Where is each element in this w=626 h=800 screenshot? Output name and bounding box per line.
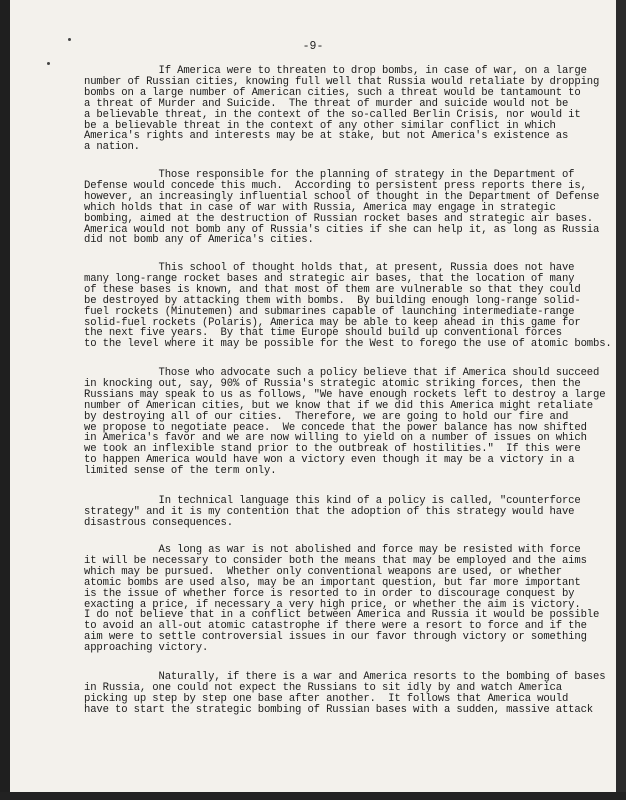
- document-page: [10, 0, 616, 792]
- text-line: limited sense of the term only.: [84, 465, 277, 478]
- text-line: Russians may speak to us as follows, "We have enough rockets left to destroy a large: [84, 388, 606, 401]
- page-number: -9-: [302, 40, 324, 53]
- text-line: which may be pursued. Whether only conventional weapons are used, or whether: [84, 565, 562, 578]
- text-line: in America's favor and we are now willing to yield on a number of issues on which: [84, 432, 587, 445]
- text-line: Naturally, if there is a war and America resorts to the bombing of bases: [84, 671, 606, 683]
- text-line: atomic bombs are used also, may be an important question, but far more important: [84, 576, 581, 589]
- text-line: bombs on a large number of American cities, such a threat would be tantamount to: [84, 86, 581, 99]
- text-line: solid-fuel rockets (Polaris), America may be able to keep ahead in this game for: [84, 316, 581, 329]
- text-line: If America were to threaten to drop bombs, in case of war, on a large: [84, 65, 587, 77]
- text-line: in Russia, one could not expect the Russians to sit idly by and watch America: [84, 681, 562, 694]
- text-line: be destroyed by attacking them with bombs. By building enough long-range solid-: [84, 294, 581, 307]
- text-line: I do not believe that in a conflict between America and Russia it would be possible: [84, 609, 600, 622]
- text-line: picking up step by step one base after another. It follows that America would: [84, 692, 569, 705]
- text-line: Defense would concede this much. According to persistent press reports there is,: [84, 179, 587, 192]
- paragraph-7: [84, 671, 606, 716]
- text-line: fuel rockets (Minutemen) and submarines capable of launching intermediate-range: [84, 305, 575, 318]
- paragraph-2: [84, 169, 600, 247]
- text-line: strategy" and it is my contention that the adoption of this strategy would have: [84, 505, 575, 518]
- paragraph-5: [84, 495, 581, 529]
- scan-left-border: [0, 0, 10, 800]
- text-line: Those responsible for the planning of strategy in the Department of: [84, 169, 575, 181]
- text-line: by destroying all of our cities. Therefore, we are going to hold our fire and: [84, 410, 569, 423]
- scan-bottom-border: [0, 792, 626, 800]
- text-line: it will be necessary to consider both the means that may be employed and the aims: [84, 554, 587, 567]
- text-line: be a believable threat in the context of any other similar conflict in which: [84, 119, 556, 132]
- text-line: In technical language this kind of a policy is called, "counterforce: [84, 495, 581, 507]
- text-line: disastrous consequences.: [84, 516, 233, 529]
- text-line: in knocking out, say, 90% of Russia's strategic atomic striking forces, then the: [84, 377, 581, 390]
- text-line: to the level where it may be possible for the West to forego the use of atomic bombs.: [84, 338, 612, 351]
- text-line: bombing, aimed at the destruction of Russian rocket bases and strategic air bases.: [84, 212, 593, 225]
- text-line: approaching victory.: [84, 642, 209, 655]
- text-line: a nation.: [84, 141, 140, 154]
- text-line: the next five years. By that time Europe should build up conventional forces: [84, 327, 562, 340]
- text-line: number of Russian cities, knowing full well that Russia would retaliate by dropping: [84, 75, 600, 88]
- text-line: to avoid an all-out atomic catastrophe if there were a resort to force and if the: [84, 620, 587, 633]
- text-line: we propose to negotiate peace. We concede that the power balance has now shifted: [84, 421, 587, 434]
- text-line: to happen America would have won a victory even though it may be a victory in a: [84, 454, 575, 467]
- text-line: a threat of Murder and Suicide. The threat of murder and suicide would not be: [84, 97, 569, 110]
- text-line: number of American cities, but we know that if we did this America might retaliate: [84, 399, 593, 412]
- text-line: As long as war is not abolished and force may be resisted with force: [84, 544, 581, 556]
- text-line: which holds that in case of war with Russia, America may engage in strategic: [84, 201, 556, 214]
- text-line: of these bases is known, and that most of them are vulnerable so that they could: [84, 283, 581, 296]
- text-line: Those who advocate such a policy believe that if America should succeed: [84, 367, 600, 379]
- paragraph-6: [84, 544, 600, 655]
- paragraph-4: [84, 367, 606, 478]
- text-line: have to start the strategic bombing of Russian bases with a sudden, massive attack: [84, 703, 593, 716]
- paragraph-3: [84, 262, 612, 351]
- text-line: exacting a price, if necessary a very high price, or whether the aim is victory.: [84, 598, 581, 611]
- text-line: however, an increasingly influential school of thought in the Department of Defense: [84, 190, 600, 203]
- text-line: we took an inflexible stand prior to the outbreak of hostilities." If this were: [84, 443, 581, 456]
- text-line: a believable threat, in the context of the so-called Berlin Crisis, nor would it: [84, 108, 581, 121]
- paragraph-1: [84, 65, 600, 154]
- text-line: America's rights and interests may be at stake, but not America's existence as: [84, 130, 569, 143]
- text-line: is the issue of whether force is resorted to in order to discourage conquest by: [84, 587, 575, 600]
- ink-speck: [47, 62, 50, 65]
- text-line: many long-range rocket bases and strategic air bases, that the location of many: [84, 272, 575, 285]
- text-line: This school of thought holds that, at present, Russia does not have: [84, 262, 575, 274]
- text-line: America would not bomb any of Russia's cities if she can help it, as long as Russia: [84, 223, 600, 236]
- text-line: did not bomb any of America's cities.: [84, 234, 314, 247]
- text-line: aim were to settle controversial issues in our favor through victory or something: [84, 631, 587, 644]
